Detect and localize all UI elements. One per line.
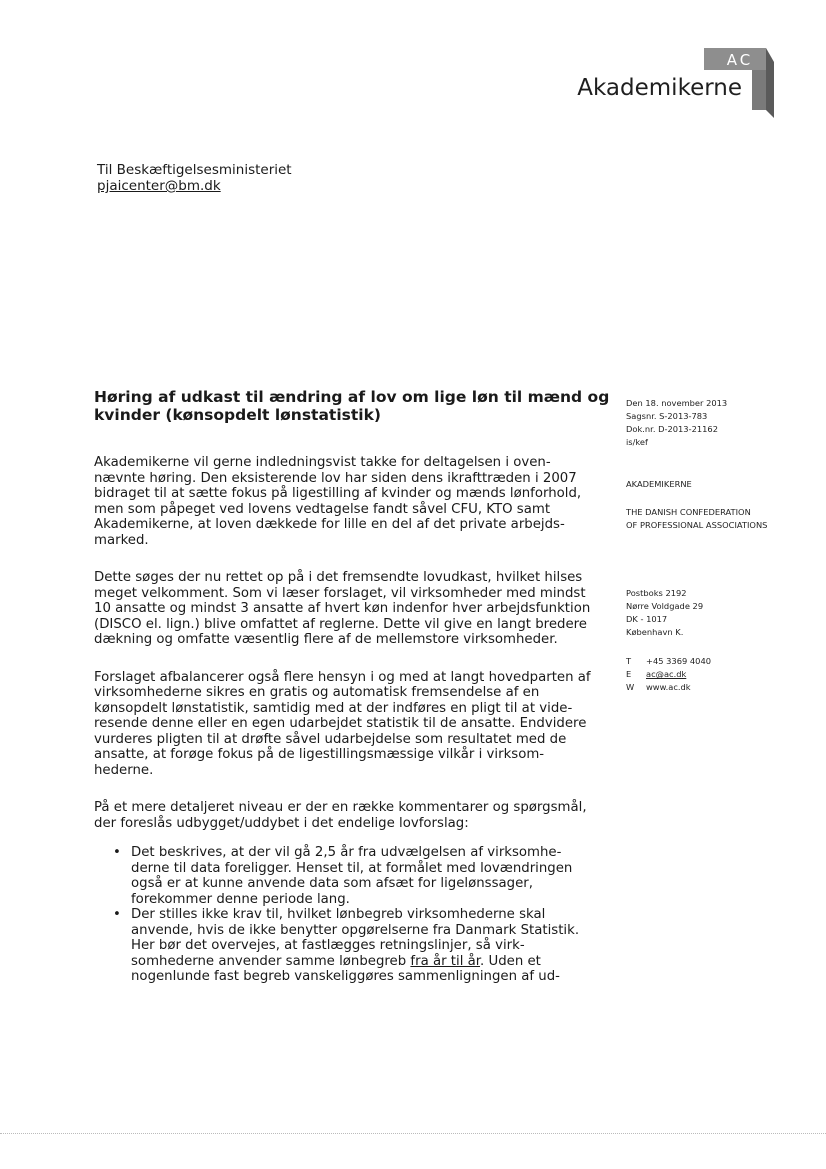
contact-web-link[interactable]: www.ac.dk bbox=[646, 682, 691, 692]
org-english-block bbox=[626, 506, 806, 532]
org-name: AKADEMIKERNE bbox=[626, 479, 692, 489]
bullet-icon: • bbox=[113, 845, 121, 860]
contact-phone bbox=[626, 655, 806, 668]
contact-email bbox=[626, 668, 806, 681]
list-item-text: Det beskrives, at der vil gå 2,5 år fra udvælgelsen af virksomhederne til data foreligger. Henset til, at formålet med lovændringen også er at kunne anvende data som afsæt for ligelønssager, forekommer denne periode lang. bbox=[131, 845, 573, 907]
meta-document-number: Dok.nr. D-2013-21162 bbox=[626, 424, 718, 434]
address-line: DK - 1017 bbox=[626, 614, 668, 624]
contact-label: E bbox=[626, 669, 632, 679]
contact-email-link[interactable]: ac@ac.dk bbox=[646, 669, 687, 679]
paragraph: Forslaget afbalancerer også flere hensyn i og med at langt hovedparten af virksomhederne sikres en gratis og automatisk fremsendelse af en kønsopdelt lønstatistik, samtidig med at der indføres en pligt til at videresende denne eller en egen udarbejdet statistik til de ansatte. Endvidere vurderes pligten til at drøfte såvel udarbejdelse som resultatet med de ansatte, at forøge fokus på de ligestillingsmæssige vilkår i virksomhederne. bbox=[94, 669, 591, 778]
document-body bbox=[94, 455, 594, 985]
list-item-text: . Uden et nogenlunde fast begreb vanskeliggøres sammenligningen af ud- bbox=[131, 953, 560, 984]
contact-block bbox=[626, 655, 806, 694]
scan-edge-divider bbox=[0, 1133, 826, 1134]
list-item-underlined-text: fra år til år bbox=[410, 953, 481, 969]
comment-list bbox=[94, 845, 594, 985]
logo-wordmark: Akademikerne bbox=[577, 75, 742, 101]
address-line: Postboks 2192 bbox=[626, 588, 687, 598]
address-block bbox=[626, 587, 806, 639]
contact-value: +45 3369 4040 bbox=[646, 656, 712, 666]
contact-label: W bbox=[626, 682, 635, 692]
org-english-line-2: OF PROFESSIONAL ASSOCIATIONS bbox=[626, 520, 768, 530]
list-item bbox=[94, 907, 594, 985]
meta-initials: is/kef bbox=[626, 437, 648, 447]
paragraph: Akademikerne vil gerne indledningsvist takke for deltagelsen i ovennævnte høring. Den eksisterende lov har siden dens ikrafttræden i 2007 bidraget til at sætte fokus på ligestilling af kvinder og mænds lønforhold, men som påpeget ved lovens vedtagelse fandt såvel CFU, KTO samt Akademikerne, at loven dækkede for lille en del af det private arbejdsmarked. bbox=[94, 455, 582, 548]
logo-badge-text: AC bbox=[726, 51, 754, 69]
recipient-block bbox=[97, 162, 292, 194]
org-english-line-1: THE DANISH CONFEDERATION bbox=[626, 507, 751, 517]
paragraph: Dette søges der nu rettet op på i det fremsendte lovudkast, hvilket hilses meget velkomment. Som vi læser forslaget, vil virksomheder med mindst 10 ansatte og mindst 3 ansatte af hvert køn indenfor hver arbejdsfunktion (DISCO el. lign.) blive omfattet af reglerne. Dette vil give en langt bredere dækning og omfatte væsentlig flere af de mellemstore virksomheder. bbox=[94, 570, 591, 647]
recipient-email-link[interactable]: pjaicenter@bm.dk bbox=[97, 178, 221, 194]
document-title: Høring af udkast til ændring af lov om lige løn til mænd og kvinder (kønsopdelt lønstatistik) bbox=[94, 388, 610, 424]
recipient-name: Til Beskæftigelsesministeriet bbox=[97, 162, 292, 178]
bullet-icon: • bbox=[113, 907, 121, 922]
list-item bbox=[94, 845, 594, 907]
paragraph: På et mere detaljeret niveau er der en række kommentarer og spørgsmål, der foreslås udbygget/uddybet i det endelige lovforslag: bbox=[94, 800, 587, 831]
contact-web bbox=[626, 681, 806, 694]
org-name-block bbox=[626, 478, 806, 491]
address-line: Nørre Voldgade 29 bbox=[626, 601, 704, 611]
list-item-text: Der stilles ikke krav til, hvilket lønbegreb virksomhederne skal anvende, hvis de ikke benytter opgørelserne fra Danmark Statistik. Her bør det overvejes, at fastlægges retningslinjer, så virksomhederne anvender samme lønbegreb bbox=[131, 907, 580, 969]
meta-date: Den 18. november 2013 bbox=[626, 398, 728, 408]
document-meta bbox=[626, 397, 806, 449]
meta-case-number: Sagsnr. S-2013-783 bbox=[626, 411, 708, 421]
contact-label: T bbox=[626, 656, 632, 666]
address-line: København K. bbox=[626, 627, 684, 637]
